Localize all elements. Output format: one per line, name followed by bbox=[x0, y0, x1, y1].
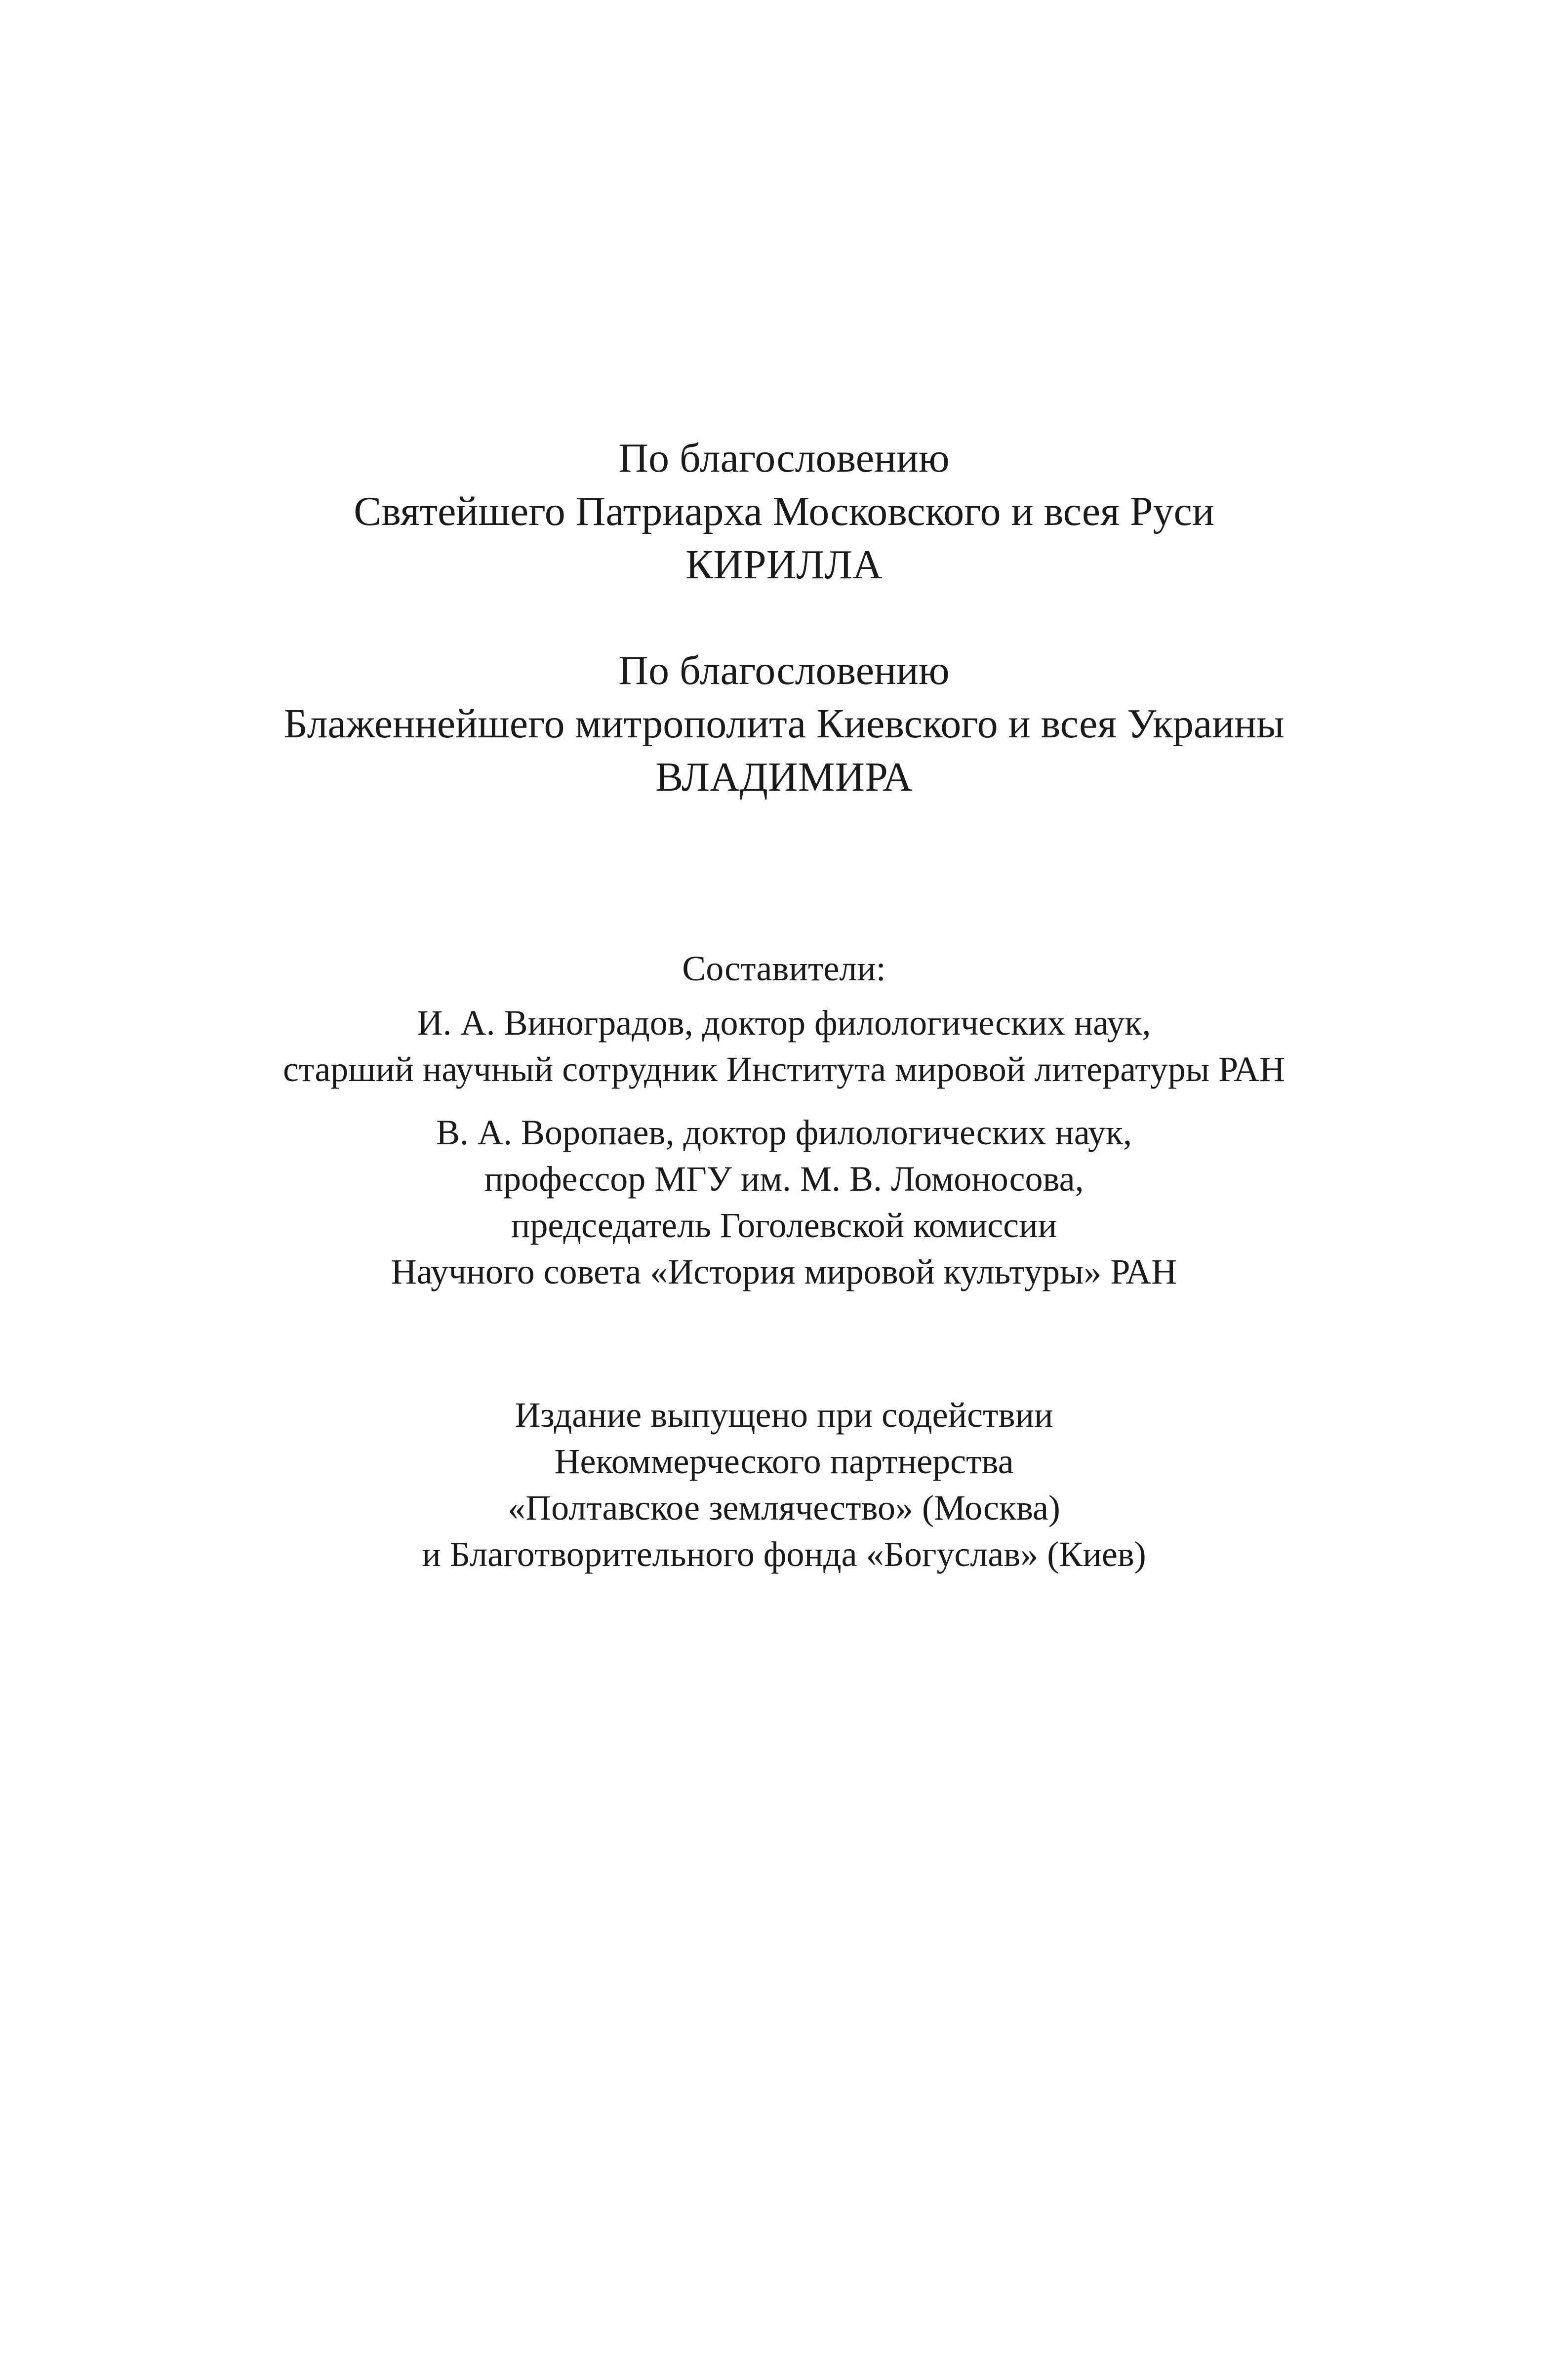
blessing-name: ВЛАДИМИРА bbox=[655, 754, 913, 800]
blessing-intro: По благословению bbox=[618, 647, 950, 693]
blessing-metropolitan bbox=[0, 644, 1568, 804]
compiler-line: Научного совета «История мировой культуры» РАН bbox=[391, 1252, 1177, 1291]
compiler-vinogradov bbox=[0, 1000, 1568, 1092]
blessing-name: КИРИЛЛА bbox=[685, 542, 883, 588]
sponsor-line: Некоммерческого партнерства bbox=[554, 1442, 1014, 1481]
blessing-patriarch bbox=[0, 432, 1568, 592]
sponsor-line: «Полтавское землячество» (Москва) bbox=[508, 1488, 1060, 1528]
compiler-line: В. А. Воропаев, доктор филологических наук, bbox=[436, 1113, 1132, 1152]
compilers-heading bbox=[0, 945, 1568, 992]
compilers-title: Составители: bbox=[682, 949, 886, 988]
compiler-line: председатель Гоголевской комиссии bbox=[511, 1206, 1057, 1245]
blessing-title: Святейшего Патриарха Московского и всея Руси bbox=[354, 488, 1214, 534]
sponsor-line: и Благотворительного фонда «Богуслав» (Киев) bbox=[422, 1534, 1146, 1574]
compiler-line: профессор МГУ им. М. В. Ломоносова, bbox=[484, 1159, 1084, 1199]
sponsors-note bbox=[0, 1392, 1568, 1577]
compiler-voropaev bbox=[0, 1109, 1568, 1295]
blessing-intro: По благословению bbox=[618, 435, 950, 481]
sponsor-line: Издание выпущено при содействии bbox=[515, 1395, 1053, 1435]
compiler-line: старший научный сотрудник Института мировой литературы РАН bbox=[283, 1049, 1285, 1089]
compiler-line: И. А. Виноградов, доктор филологических наук, bbox=[417, 1003, 1151, 1043]
blessing-title: Блаженнейшего митрополита Киевского и всея Украины bbox=[283, 701, 1285, 747]
